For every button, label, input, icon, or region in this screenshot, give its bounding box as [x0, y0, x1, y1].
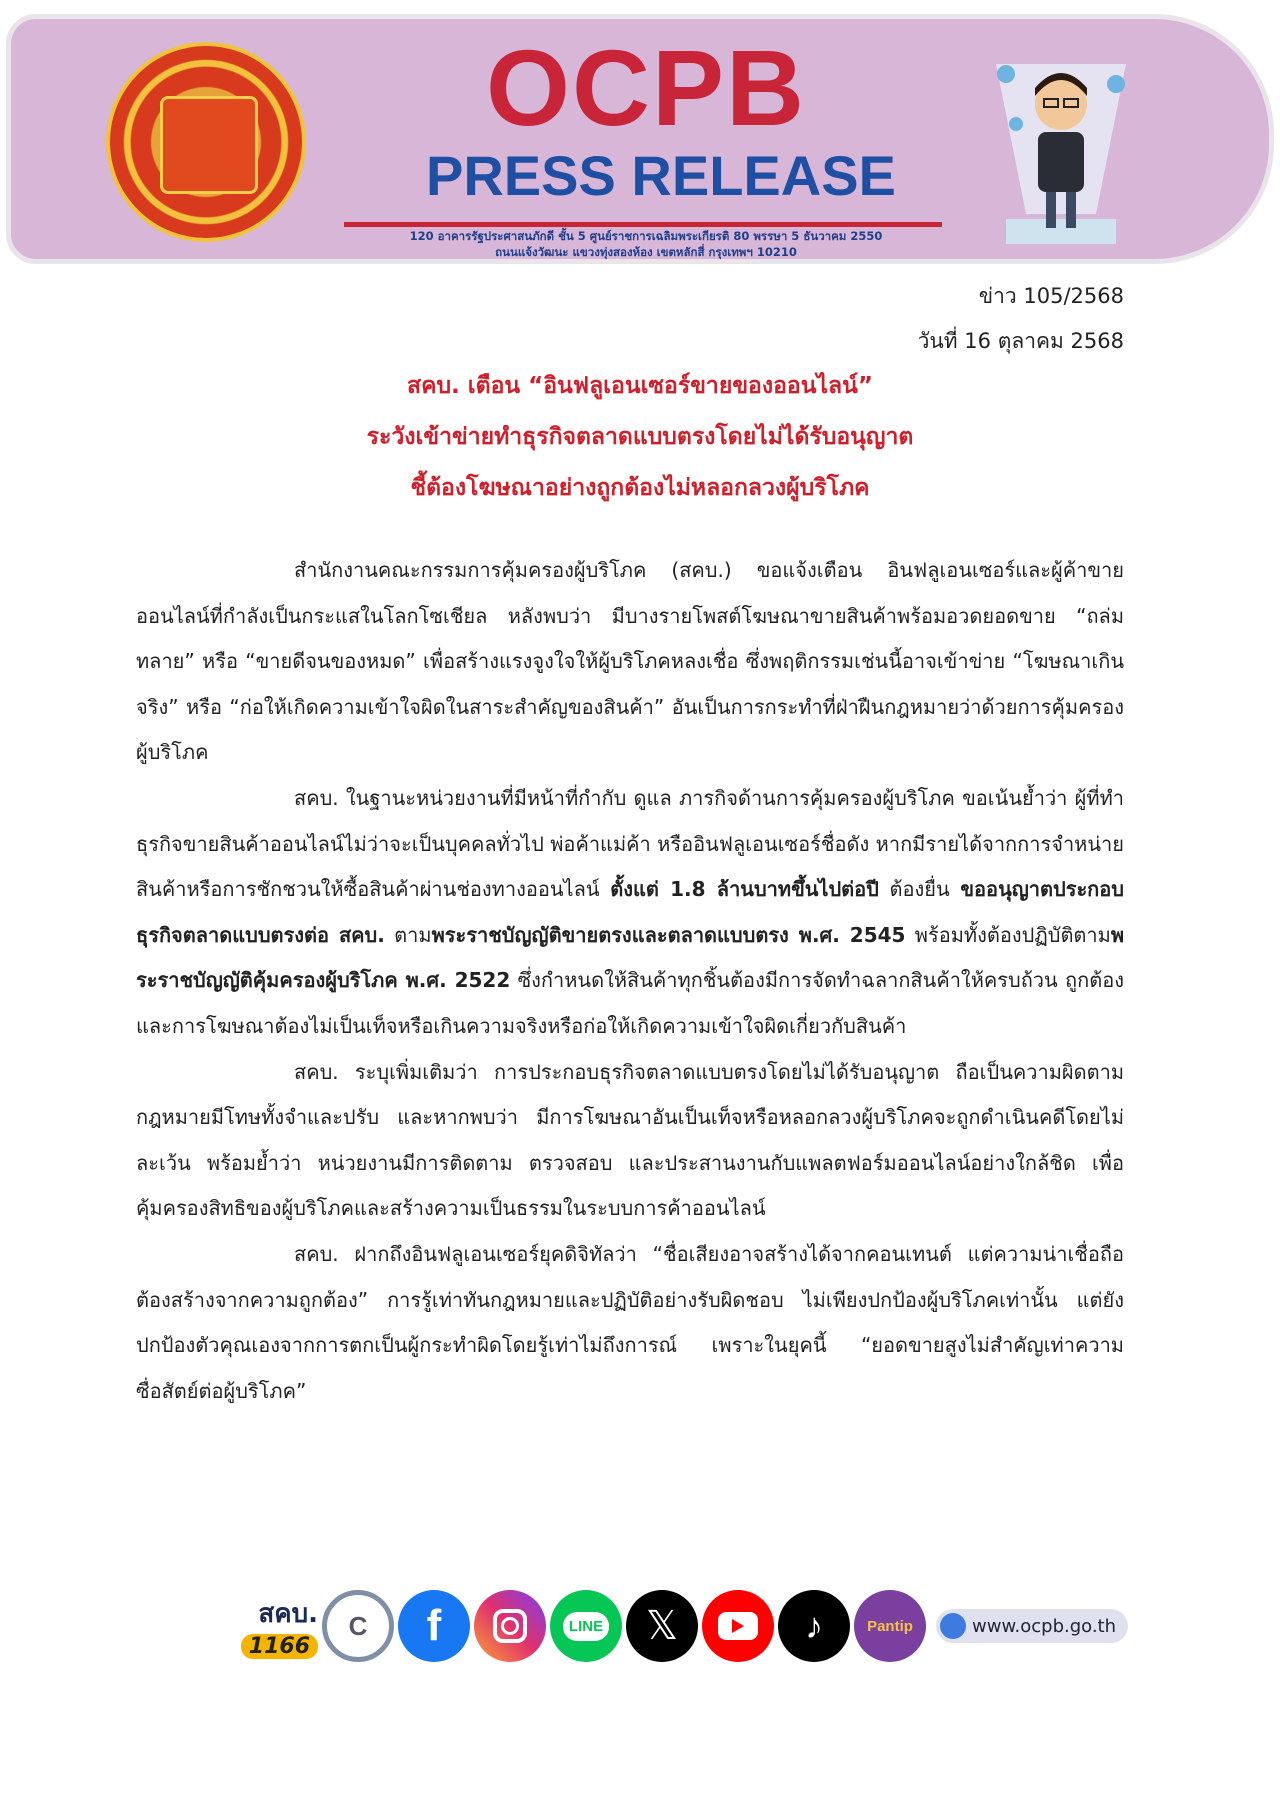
emphasis-text: พระราชบัญญัติคุ้มครองผู้บริโภค พ.ศ. 2522 — [136, 922, 1125, 993]
paragraph-text: ตาม — [384, 922, 432, 947]
ocpb-seal-logo — [106, 42, 306, 242]
hotline-1166-badge[interactable] — [214, 1596, 318, 1659]
article-paragraph — [136, 1232, 1124, 1414]
news-number: ข่าว 105/2568 — [978, 284, 1124, 308]
emphasis-text: พระราชบัญญัติขายตรงและตลาดแบบตรง พ.ศ. 2545 — [431, 922, 906, 947]
ocpb-logo-text: OCPB — [486, 27, 807, 148]
paragraph-text: สำนักงานคณะกรรมการคุ้มครองผู้บริโภค (สคบ.) ขอแจ้งเตือน อินฟลูเอนเซอร์และผู้ค้าขายออนไลน์ที่กำลังเป็นกระแสในโลกโซเชียล หลังพบว่า มีบางรายโพสต์โฆษณาขายสินค้าพร้อมอวดยอดขาย “ถล่มทลาย” หรือ “ขายดีจนของหมด” เพื่อสร้างแรงจูงใจให้ผู้บริโภคหลงเชื่อ ซึ่งพฤติกรรมเช่นนี้อาจเข้าข่าย “โฆษณาเกินจริง” หรือ “ก่อให้เกิดความเข้าใจผิดในสาระสำคัญของสินค้า” อันเป็นการกระทำที่ฝ่าฝืนกฎหมายว่าด้วยการคุ้มครองผู้บริโภค — [136, 558, 1124, 765]
facebook-icon[interactable]: f — [398, 1590, 470, 1662]
hotline-label: สคบ. — [258, 1599, 318, 1629]
hotline-number: 1166 — [241, 1634, 318, 1659]
social-links-bar — [214, 1590, 1128, 1662]
press-release-banner — [6, 14, 1274, 264]
paragraph-text: สคบ. ฝากถึงอินฟลูเอนเซอร์ยุคดิจิทัลว่า “ชื่อเสียงอาจสร้างได้จากคอนเทนต์ แต่ความน่าเชื่อถือต้องสร้างจากความถูกต้อง” การรู้เท่าทันกฎหมายและปฏิบัติอย่างรับผิดชอบ ไม่เพียงปกป้องผู้บริโภคเท่านั้น แต่ยังปกป้องตัวคุณเองจากการตกเป็นผู้กระทำผิดโดยรู้เท่าไม่ถึงการณ์ เพราะในยุคนี้ “ยอดขายสูงไม่สำคัญเท่าความซื่อสัตย์ต่อผู้บริโภค” — [136, 1241, 1124, 1403]
emphasis-text: ขออนุญาตประกอบธุรกิจตลาดแบบตรงต่อ สคบ. — [136, 877, 1124, 947]
paragraph-text: ซึ่งกำหนดให้สินค้าทุกชิ้นต้องมีการจัดทำฉลากสินค้าให้ครบถ้วน ถูกต้อง และการโฆษณาต้องไม่เป็นเท็จหรือเกินความจริงหรือก่อให้เกิดความเข้าใจผิดเกี่ยวกับสินค้า — [136, 968, 1124, 1038]
paragraph-text: สคบ. ระบุเพิ่มเติมว่า การประกอบธุรกิจตลาดแบบตรงโดยไม่ได้รับอนุญาต ถือเป็นความผิดตามกฎหมายมีโทษทั้งจำและปรับ และหากพบว่า มีการโฆษณาอันเป็นเท็จหรือหลอกลวงผู้บริโภคจะถูกดำเนินคดีโดยไม่ละเว้น พร้อมย้ำว่า หน่วยงานมีการติดตาม ตรวจสอบ และประสานงานกับแพลตฟอร์มออนไลน์อย่างใกล้ชิด เพื่อคุ้มครองสิทธิของผู้บริโภคและสร้างความเป็นธรรมในระบบการค้าออนไลน์ — [136, 1059, 1124, 1221]
headline-line-2: ระวังเข้าข่ายทำธุรกิจตลาดแบบตรงโดยไม่ได้รับอนุญาต — [366, 424, 914, 450]
mascot-illustration — [976, 44, 1146, 254]
website-link[interactable] — [936, 1609, 1128, 1643]
press-release-heading: PRESS RELEASE — [426, 144, 896, 207]
website-url: www.ocpb.go.th — [972, 1615, 1117, 1637]
pantip-label: Pantip — [867, 1617, 913, 1635]
paragraph-text: พร้อมทั้งต้องปฏิบัติตาม — [905, 922, 1111, 947]
office-address — [336, 228, 956, 260]
emphasis-text: ตั้งแต่ 1.8 ล้านบาทขึ้นไปต่อปี — [610, 877, 879, 902]
release-date: วันที่ 16 ตุลาคม 2568 — [917, 329, 1124, 353]
youtube-icon[interactable] — [702, 1590, 774, 1662]
x-twitter-icon[interactable]: 𝕏 — [626, 1590, 698, 1662]
address-line-2: ถนนแจ้งวัฒนะ แขวงทุ่งสองห้อง เขตหลักสี่ กรุงเทพฯ 10210 — [495, 245, 797, 259]
globe-icon — [940, 1613, 966, 1639]
article-body — [136, 548, 1124, 1414]
article-paragraph — [136, 1050, 1124, 1232]
address-line-1: 120 อาคารรัฐประศาสนภักดี ชั้น 5 ศูนย์ราชการเฉลิมพระเกียรติ 80 พรรษา 5 ธันวาคม 2550 — [409, 229, 883, 243]
line-label: LINE — [563, 1612, 609, 1641]
paragraph-text: ต้องยื่น — [878, 877, 961, 902]
tiktok-icon[interactable]: ♪ — [778, 1590, 850, 1662]
article-paragraph — [136, 776, 1124, 1050]
headline-line-3: ชี้ต้องโฆษณาอย่างถูกต้องไม่หลอกลวงผู้บริโภค — [410, 475, 870, 501]
divider — [344, 222, 942, 227]
article-paragraph — [136, 548, 1124, 776]
headline-line-1: สคบ. เตือน “อินฟลูเอนเซอร์ขายของออนไลน์” — [407, 373, 873, 399]
instagram-icon[interactable] — [474, 1590, 546, 1662]
pantip-icon[interactable] — [854, 1590, 926, 1662]
ocpb-app-icon[interactable]: C — [322, 1590, 394, 1662]
paragraph-text: สคบ. ในฐานะหน่วยงานที่มีหน้าที่กำกับ ดูแล ภารกิจด้านการคุ้มครองผู้บริโภค ขอเน้นย้ำว่า ผู้ที่ทำธุรกิจขายสินค้าออนไลน์ไม่ว่าจะเป็นบุคคลทั่วไป พ่อค้าแม่ค้า หรืออินฟลูเอนเซอร์ชื่อดัง หากมีรายได้จากการจำหน่ายสินค้าหรือการชักชวนให้ซื้อสินค้าผ่านช่องทางออนไลน์ — [136, 785, 1124, 902]
line-icon[interactable] — [550, 1590, 622, 1662]
